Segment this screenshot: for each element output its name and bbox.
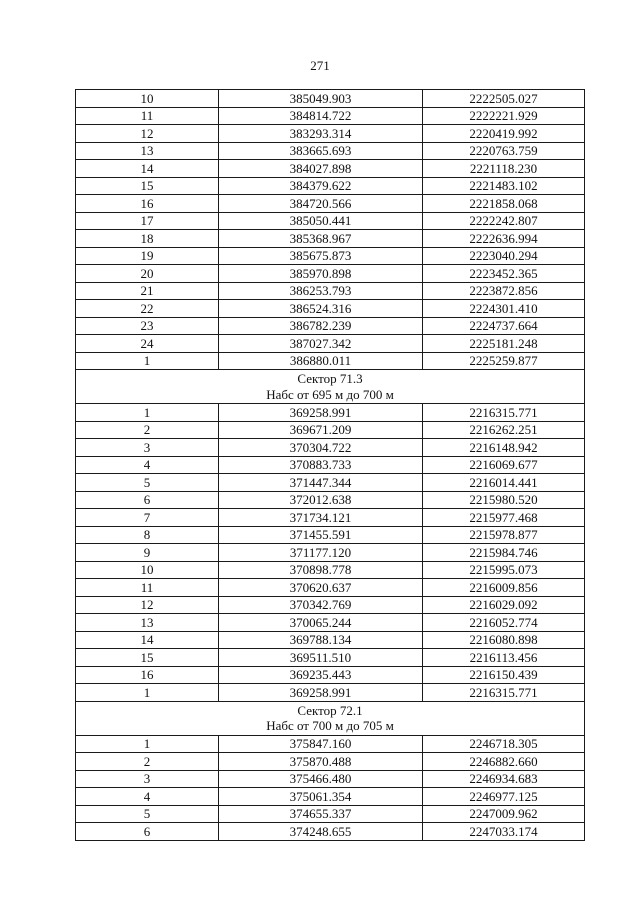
- point-number-cell: 5: [76, 474, 219, 492]
- y-coordinate-cell: 2216029.092: [423, 596, 585, 614]
- point-number-cell: 13: [76, 142, 219, 160]
- point-number-cell: 20: [76, 265, 219, 283]
- table-row: [76, 666, 585, 684]
- x-coordinate-cell: 370620.637: [219, 579, 423, 597]
- y-coordinate-cell: 2220763.759: [423, 142, 585, 160]
- x-coordinate-cell: 383293.314: [219, 125, 423, 143]
- x-coordinate-cell: 369258.991: [219, 684, 423, 702]
- point-number-cell: 3: [76, 770, 219, 788]
- point-number-cell: 11: [76, 579, 219, 597]
- y-coordinate-cell: 2223452.365: [423, 265, 585, 283]
- x-coordinate-cell: 375870.488: [219, 753, 423, 771]
- point-number-cell: 21: [76, 282, 219, 300]
- table-row: [76, 90, 585, 108]
- table-row: [76, 456, 585, 474]
- point-number-cell: 2: [76, 421, 219, 439]
- y-coordinate-cell: 2216113.456: [423, 649, 585, 667]
- point-number-cell: 7: [76, 509, 219, 527]
- table-row: [76, 160, 585, 178]
- y-coordinate-cell: 2221858.068: [423, 195, 585, 213]
- point-number-cell: 13: [76, 614, 219, 632]
- point-number-cell: 1: [76, 404, 219, 422]
- table-row: [76, 526, 585, 544]
- x-coordinate-cell: 374248.655: [219, 823, 423, 841]
- x-coordinate-cell: 370898.778: [219, 561, 423, 579]
- y-coordinate-cell: 2216315.771: [423, 684, 585, 702]
- point-number-cell: 1: [76, 352, 219, 370]
- y-coordinate-cell: 2216150.439: [423, 666, 585, 684]
- table-row: [76, 561, 585, 579]
- point-number-cell: 24: [76, 335, 219, 353]
- table-row: [76, 684, 585, 702]
- y-coordinate-cell: 2247009.962: [423, 805, 585, 823]
- x-coordinate-cell: 385049.903: [219, 90, 423, 108]
- point-number-cell: 22: [76, 300, 219, 318]
- y-coordinate-cell: 2215977.468: [423, 509, 585, 527]
- y-coordinate-cell: 2220419.992: [423, 125, 585, 143]
- point-number-cell: 8: [76, 526, 219, 544]
- x-coordinate-cell: 385675.873: [219, 247, 423, 265]
- point-number-cell: 14: [76, 631, 219, 649]
- table-row: [76, 125, 585, 143]
- y-coordinate-cell: 2216148.942: [423, 439, 585, 457]
- table-row: [76, 544, 585, 562]
- point-number-cell: 19: [76, 247, 219, 265]
- table-row: [76, 753, 585, 771]
- point-number-cell: 1: [76, 684, 219, 702]
- table-row: [76, 195, 585, 213]
- sector-header-row: [76, 370, 585, 404]
- sector-height-range: Набс от 700 м до 705 м: [266, 718, 394, 733]
- point-number-cell: 4: [76, 456, 219, 474]
- y-coordinate-cell: 2216052.774: [423, 614, 585, 632]
- x-coordinate-cell: 369235.443: [219, 666, 423, 684]
- y-coordinate-cell: 2223040.294: [423, 247, 585, 265]
- point-number-cell: 4: [76, 788, 219, 806]
- point-number-cell: 12: [76, 596, 219, 614]
- table-row: [76, 788, 585, 806]
- table-row: [76, 596, 585, 614]
- table-row: [76, 317, 585, 335]
- point-number-cell: 5: [76, 805, 219, 823]
- y-coordinate-cell: 2215978.877: [423, 526, 585, 544]
- table-row: [76, 177, 585, 195]
- point-number-cell: 16: [76, 666, 219, 684]
- page-number: 271: [310, 58, 330, 73]
- point-number-cell: 6: [76, 491, 219, 509]
- x-coordinate-cell: 386524.316: [219, 300, 423, 318]
- x-coordinate-cell: 369511.510: [219, 649, 423, 667]
- table-row: [76, 614, 585, 632]
- x-coordinate-cell: 385368.967: [219, 230, 423, 248]
- x-coordinate-cell: 386880.011: [219, 352, 423, 370]
- x-coordinate-cell: 385050.441: [219, 212, 423, 230]
- y-coordinate-cell: 2247033.174: [423, 823, 585, 841]
- y-coordinate-cell: 2215995.073: [423, 561, 585, 579]
- x-coordinate-cell: 375061.354: [219, 788, 423, 806]
- y-coordinate-cell: 2216080.898: [423, 631, 585, 649]
- point-number-cell: 15: [76, 649, 219, 667]
- y-coordinate-cell: 2246934.683: [423, 770, 585, 788]
- x-coordinate-cell: 385970.898: [219, 265, 423, 283]
- x-coordinate-cell: 371177.120: [219, 544, 423, 562]
- x-coordinate-cell: 375466.480: [219, 770, 423, 788]
- table-row: [76, 439, 585, 457]
- point-number-cell: 10: [76, 90, 219, 108]
- y-coordinate-cell: 2216315.771: [423, 404, 585, 422]
- x-coordinate-cell: 384379.622: [219, 177, 423, 195]
- point-number-cell: 11: [76, 107, 219, 125]
- sector-header: [76, 370, 585, 404]
- point-number-cell: 23: [76, 317, 219, 335]
- y-coordinate-cell: 2246977.125: [423, 788, 585, 806]
- table-row: [76, 282, 585, 300]
- table-row: [76, 404, 585, 422]
- table-row: [76, 649, 585, 667]
- y-coordinate-cell: 2224737.664: [423, 317, 585, 335]
- y-coordinate-cell: 2216262.251: [423, 421, 585, 439]
- x-coordinate-cell: 369788.134: [219, 631, 423, 649]
- table-row: [76, 509, 585, 527]
- point-number-cell: 1: [76, 735, 219, 753]
- y-coordinate-cell: 2225181.248: [423, 335, 585, 353]
- table-row: [76, 735, 585, 753]
- x-coordinate-cell: 384027.898: [219, 160, 423, 178]
- table-row: [76, 770, 585, 788]
- x-coordinate-cell: 370304.722: [219, 439, 423, 457]
- y-coordinate-cell: 2222636.994: [423, 230, 585, 248]
- point-number-cell: 6: [76, 823, 219, 841]
- point-number-cell: 2: [76, 753, 219, 771]
- x-coordinate-cell: 370342.769: [219, 596, 423, 614]
- sector-title: Сектор 72.1: [297, 702, 363, 718]
- x-coordinate-cell: 375847.160: [219, 735, 423, 753]
- point-number-cell: 3: [76, 439, 219, 457]
- table-row: [76, 631, 585, 649]
- point-number-cell: 16: [76, 195, 219, 213]
- x-coordinate-cell: 369671.209: [219, 421, 423, 439]
- table-row: [76, 107, 585, 125]
- y-coordinate-cell: 2222221.929: [423, 107, 585, 125]
- point-number-cell: 18: [76, 230, 219, 248]
- point-number-cell: 12: [76, 125, 219, 143]
- y-coordinate-cell: 2216014.441: [423, 474, 585, 492]
- x-coordinate-cell: 369258.991: [219, 404, 423, 422]
- y-coordinate-cell: 2223872.856: [423, 282, 585, 300]
- x-coordinate-cell: 371447.344: [219, 474, 423, 492]
- table-row: [76, 474, 585, 492]
- point-number-cell: 9: [76, 544, 219, 562]
- table-row: [76, 491, 585, 509]
- y-coordinate-cell: 2221118.230: [423, 160, 585, 178]
- x-coordinate-cell: 371455.591: [219, 526, 423, 544]
- table-row: [76, 230, 585, 248]
- sector-height-range: Набс от 695 м до 700 м: [266, 386, 394, 402]
- table-row: [76, 805, 585, 823]
- table-row: [76, 247, 585, 265]
- y-coordinate-cell: 2215980.520: [423, 491, 585, 509]
- point-number-cell: 15: [76, 177, 219, 195]
- sector-header-row: [76, 701, 585, 735]
- x-coordinate-cell: 386253.793: [219, 282, 423, 300]
- table-row: [76, 265, 585, 283]
- y-coordinate-cell: 2216009.856: [423, 579, 585, 597]
- x-coordinate-cell: 383665.693: [219, 142, 423, 160]
- table-row: [76, 579, 585, 597]
- y-coordinate-cell: 2222505.027: [423, 90, 585, 108]
- coordinates-table: [75, 89, 585, 841]
- x-coordinate-cell: 384814.722: [219, 107, 423, 125]
- sector-title: Сектор 71.3: [297, 371, 363, 386]
- y-coordinate-cell: 2215984.746: [423, 544, 585, 562]
- x-coordinate-cell: 372012.638: [219, 491, 423, 509]
- y-coordinate-cell: 2216069.677: [423, 456, 585, 474]
- table-row: [76, 352, 585, 370]
- table-row: [76, 823, 585, 841]
- x-coordinate-cell: 371734.121: [219, 509, 423, 527]
- point-number-cell: 17: [76, 212, 219, 230]
- table-row: [76, 212, 585, 230]
- y-coordinate-cell: 2246718.305: [423, 735, 585, 753]
- point-number-cell: 10: [76, 561, 219, 579]
- point-number-cell: 14: [76, 160, 219, 178]
- y-coordinate-cell: 2246882.660: [423, 753, 585, 771]
- table-row: [76, 335, 585, 353]
- table-row: [76, 300, 585, 318]
- coordinates-table-body: [76, 90, 585, 841]
- sector-header: [76, 701, 585, 735]
- x-coordinate-cell: 374655.337: [219, 805, 423, 823]
- table-row: [76, 421, 585, 439]
- y-coordinate-cell: 2221483.102: [423, 177, 585, 195]
- y-coordinate-cell: 2224301.410: [423, 300, 585, 318]
- x-coordinate-cell: 386782.239: [219, 317, 423, 335]
- x-coordinate-cell: 370883.733: [219, 456, 423, 474]
- y-coordinate-cell: 2225259.877: [423, 352, 585, 370]
- x-coordinate-cell: 387027.342: [219, 335, 423, 353]
- y-coordinate-cell: 2222242.807: [423, 212, 585, 230]
- table-row: [76, 142, 585, 160]
- x-coordinate-cell: 370065.244: [219, 614, 423, 632]
- x-coordinate-cell: 384720.566: [219, 195, 423, 213]
